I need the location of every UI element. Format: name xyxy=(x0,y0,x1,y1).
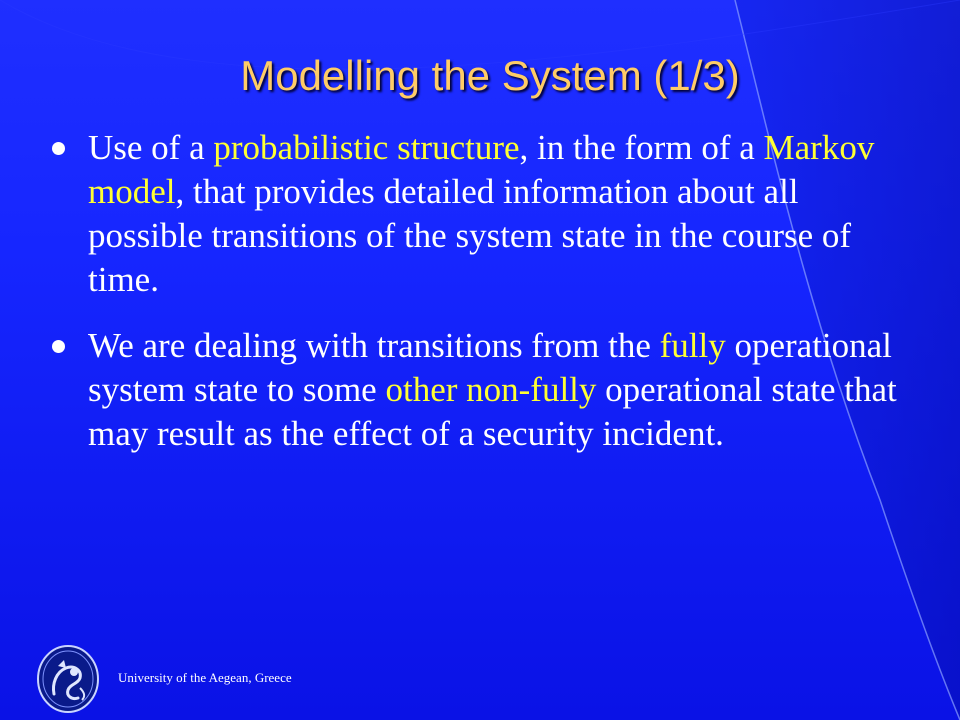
university-seal-icon xyxy=(36,644,100,714)
highlighted-term: fully xyxy=(659,326,726,365)
highlighted-term: probabilistic structure xyxy=(213,128,520,167)
footer-institution: University of the Aegean, Greece xyxy=(118,670,292,685)
bullet-text xyxy=(88,128,874,299)
slide-title: Modelling the System (1/3) xyxy=(240,52,740,99)
text-segment: , in the form of a xyxy=(519,128,764,167)
bullet-text xyxy=(88,326,897,453)
bullet-item xyxy=(52,126,912,302)
text-segment: operational system state to some xyxy=(88,326,892,409)
bullet-list xyxy=(52,126,912,478)
highlighted-term: Markov model xyxy=(88,128,875,211)
highlighted-term: other non-fully xyxy=(385,370,597,409)
text-segment: , that provides detailed information about all possible transitions of the system state in the course of time. xyxy=(88,172,852,299)
text-segment: operational state that may result as the effect of a security incident. xyxy=(88,370,897,453)
bullet-item xyxy=(52,324,912,456)
bullet-dot-icon xyxy=(52,142,65,155)
text-segment: Use of a xyxy=(88,128,214,167)
text-segment: We are dealing with transitions from the xyxy=(88,326,660,365)
bullet-dot-icon xyxy=(52,340,65,353)
